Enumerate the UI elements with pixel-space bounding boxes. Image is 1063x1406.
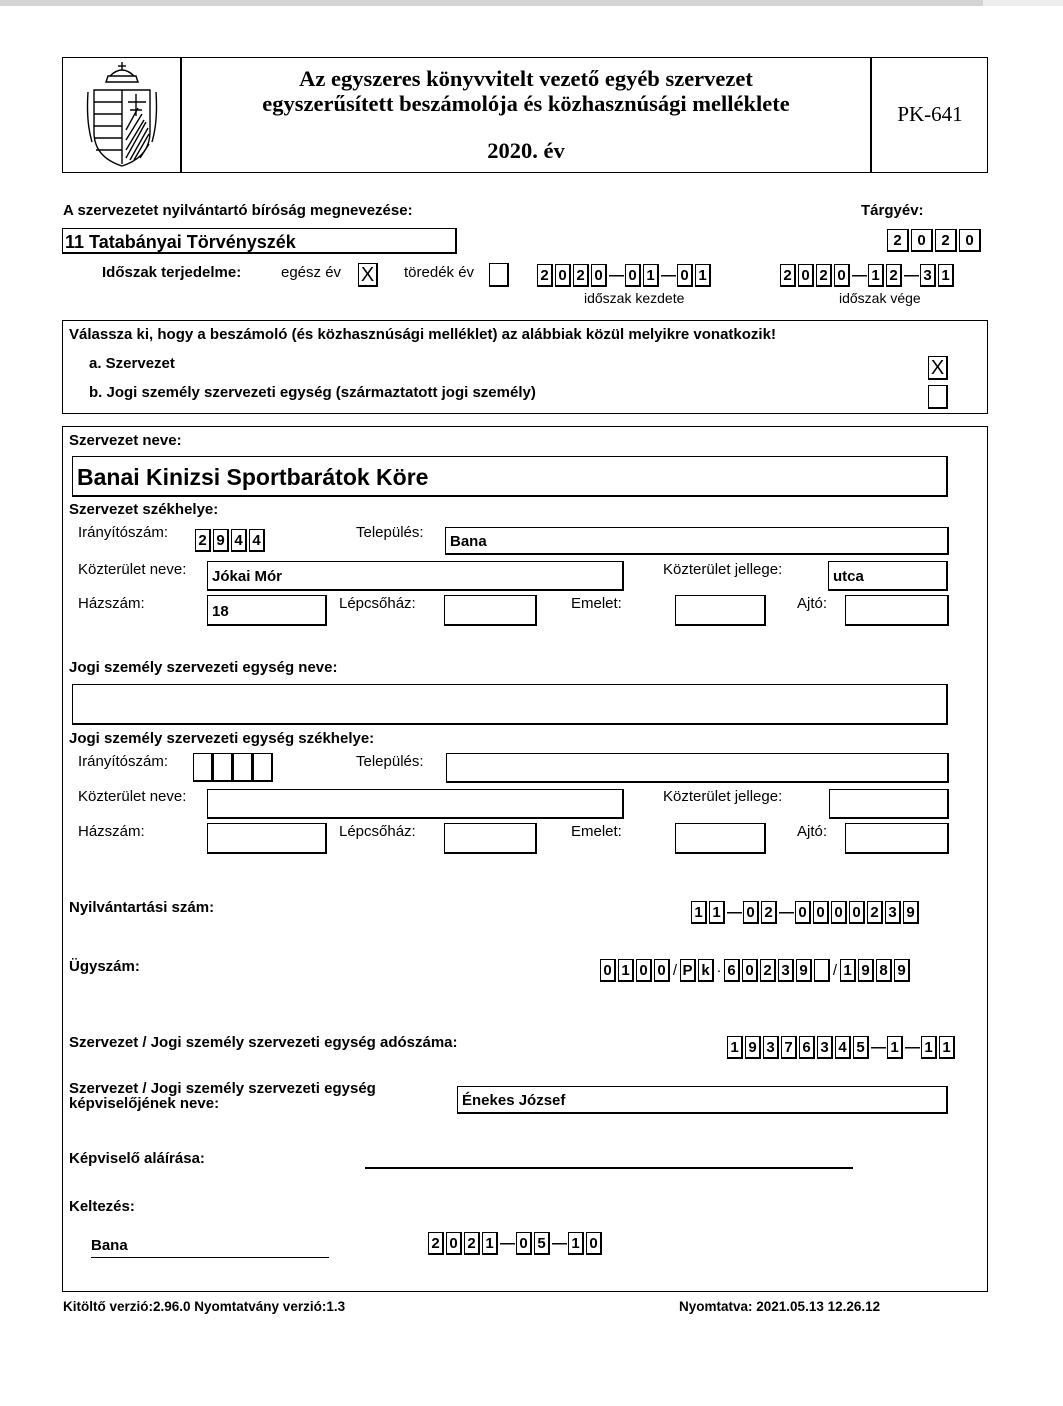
legal-unit-zip-label: Irányítószám: [78, 753, 169, 770]
digit-cell: 0 [654, 959, 670, 982]
legal-unit-seat-label: Jogi személy szervezeti egység székhelye: [69, 730, 375, 747]
digit-cell: 4 [249, 529, 265, 552]
legal-unit-door-field[interactable] [845, 823, 949, 854]
separator-dot: · [716, 962, 722, 979]
org-city-value: Bana [450, 533, 487, 550]
digit-cell [233, 753, 253, 782]
org-floor-label: Emelet: [571, 595, 622, 612]
period-label: Időszak terjedelme: [102, 264, 242, 281]
dated-label: Keltezés: [69, 1198, 135, 1215]
form-title [182, 66, 870, 116]
digit-cell: 9 [858, 959, 874, 982]
period-end-caption: időszak vége [839, 290, 921, 306]
org-stair-field[interactable] [444, 595, 537, 626]
court-field[interactable] [62, 228, 457, 254]
org-house-field[interactable] [207, 595, 327, 626]
dated-place-line [91, 1257, 329, 1258]
legal-unit-stair-label: Lépcsőház: [339, 823, 416, 840]
digit-cell: 2 [816, 264, 832, 287]
legal-unit-street-type-field[interactable] [829, 789, 949, 819]
digit-cell: 0 [849, 901, 865, 924]
whole-year-checkbox[interactable]: X [358, 263, 378, 287]
digit-cell: 5 [853, 1036, 869, 1059]
digit-cell: 8 [876, 959, 892, 982]
separator-dash: — [609, 267, 624, 284]
digit-cell: 7 [781, 1036, 797, 1059]
digit-cell: 1 [691, 901, 707, 924]
legal-unit-street-type-label: Közterület jellege: [663, 788, 783, 805]
separator-dash: — [779, 904, 794, 921]
digit-cell: 9 [903, 901, 919, 924]
digit-cell: 2 [464, 1232, 480, 1255]
digit-cell: 1 [643, 264, 659, 287]
digit-cell: 0 [798, 264, 814, 287]
legal-unit-door-label: Ajtó: [797, 823, 828, 840]
period-end-date[interactable] [780, 264, 956, 287]
digit-cell: 2 [537, 264, 553, 287]
digit-cell: 2 [935, 229, 957, 252]
digit-cell: 2 [867, 901, 883, 924]
org-door-field[interactable] [845, 595, 949, 626]
case-cells[interactable] [600, 959, 912, 982]
digit-cell [193, 753, 213, 782]
court-label: A szervezetet nyilvántartó bíróság megnevezése: [63, 202, 413, 219]
separator-dash: — [661, 267, 676, 284]
representative-name-value: Énekes József [462, 1092, 566, 1109]
form-title-line2: egyszerűsített beszámolója és közhasznúsági melléklete [262, 91, 790, 116]
legal-unit-house-label: Házszám: [78, 823, 145, 840]
option-a-checkbox[interactable]: X [928, 356, 948, 380]
org-house-value: 18 [212, 603, 229, 620]
digit-cell: 0 [795, 901, 811, 924]
digit-cell: 1 [840, 959, 856, 982]
digit-cell: 0 [813, 901, 829, 924]
dated-date-cells[interactable] [428, 1232, 604, 1255]
digit-cell: 0 [600, 959, 616, 982]
tax-cells[interactable] [727, 1036, 957, 1059]
digit-cell: 6 [799, 1036, 815, 1059]
option-a-label: a. Szervezet [89, 355, 175, 372]
digit-cell: 3 [817, 1036, 833, 1059]
org-street-label: Közterület neve: [78, 561, 187, 578]
option-b-checkbox[interactable] [928, 385, 948, 409]
legal-unit-city-field[interactable] [446, 753, 949, 783]
digit-cell: 0 [677, 264, 693, 287]
digit-cell: 6 [724, 959, 740, 982]
separator-slash: / [832, 962, 838, 979]
legal-unit-street-label: Közterület neve: [78, 788, 187, 805]
digit-cell: 3 [778, 959, 794, 982]
whole-year-label: egész év [281, 264, 342, 281]
digit-cell: 9 [745, 1036, 761, 1059]
digit-cell: 0 [834, 264, 850, 287]
org-floor-field[interactable] [675, 595, 766, 626]
form-title-line1: Az egyszeres könyvvitelt vezető egyéb szervezet [299, 66, 753, 91]
legal-unit-floor-field[interactable] [675, 823, 766, 854]
digit-cell: k [698, 959, 714, 982]
digit-cell: 0 [636, 959, 652, 982]
top-scroll-bar [0, 0, 1063, 6]
registration-label: Nyilvántartási szám: [69, 899, 215, 916]
org-house-label: Házszám: [78, 595, 145, 612]
period-start-date[interactable] [537, 264, 713, 287]
digit-cell: 3 [885, 901, 901, 924]
digit-cell: 2 [573, 264, 589, 287]
digit-cell [814, 959, 830, 982]
digit-cell: 0 [959, 229, 981, 252]
org-city-label: Település: [356, 524, 424, 541]
org-stair-label: Lépcsőház: [339, 595, 416, 612]
legal-unit-street-field[interactable] [207, 789, 624, 819]
org-name-value: Banai Kinizsi Sportbarátok Köre [77, 464, 429, 490]
separator-dash: — [500, 1235, 515, 1252]
digit-cell: 2 [761, 901, 777, 924]
digit-cell: 1 [727, 1036, 743, 1059]
digit-cell: 1 [568, 1232, 584, 1255]
digit-cell: 1 [938, 264, 954, 287]
representative-name-field[interactable] [457, 1086, 948, 1114]
digit-cell: 5 [534, 1232, 550, 1255]
digit-cell: 1 [939, 1036, 955, 1059]
org-street-type-field[interactable] [828, 561, 948, 591]
legal-unit-name-field[interactable] [72, 684, 948, 725]
digit-cell [253, 753, 273, 782]
period-start-caption: időszak kezdete [584, 290, 685, 306]
digit-cell: 0 [743, 901, 759, 924]
form-year: 2020. év [487, 138, 565, 163]
legal-unit-floor-label: Emelet: [571, 823, 622, 840]
digit-cell: 2 [195, 529, 211, 552]
org-name-label: Szervezet neve: [69, 432, 182, 449]
org-street-type-value: utca [833, 568, 864, 585]
digit-cell: 2 [886, 264, 902, 287]
signature-label: Képviselő aláírása: [69, 1150, 205, 1167]
registration-cells[interactable] [691, 901, 921, 924]
separator-dash: — [904, 267, 919, 284]
representative-label-line1: Szervezet / Jogi személy szervezeti egység [69, 1080, 376, 1097]
legal-unit-city-label: Település: [356, 753, 424, 770]
org-street-value: Jókai Mór [212, 568, 283, 585]
digit-cell: 4 [231, 529, 247, 552]
digit-cell: 0 [586, 1232, 602, 1255]
org-street-field[interactable] [207, 561, 624, 591]
case-label: Ügyszám: [69, 958, 140, 975]
separator-dash: — [852, 267, 867, 284]
representative-label [69, 1081, 376, 1111]
option-b-label: b. Jogi személy szervezeti egység (származtatott jogi személy) [89, 384, 536, 401]
digit-cell: 2 [428, 1232, 444, 1255]
separator-dash: — [871, 1039, 886, 1056]
digit-cell: 3 [920, 264, 936, 287]
digit-cell: 0 [911, 229, 933, 252]
footer-printed: Nyomtatva: 2021.05.13 12.26.12 [679, 1299, 881, 1314]
footer-versions: Kitöltő verzió:2.96.0 Nyomtatvány verzió:1.3 [63, 1299, 346, 1314]
digit-cell: 0 [446, 1232, 462, 1255]
digit-cell: 9 [894, 959, 910, 982]
digit-cell: 1 [709, 901, 725, 924]
legal-unit-name-label: Jogi személy szervezeti egység neve: [69, 659, 338, 676]
separator-dash: — [905, 1039, 920, 1056]
digit-cell: P [680, 959, 696, 982]
legal-unit-stair-field[interactable] [444, 823, 537, 854]
subject-year-cells[interactable] [887, 229, 983, 252]
digit-cell [213, 753, 233, 782]
digit-cell: 0 [625, 264, 641, 287]
digit-cell: 3 [763, 1036, 779, 1059]
digit-cell: 1 [887, 1036, 903, 1059]
subject-year-label: Tárgyév: [861, 202, 924, 219]
org-street-type-label: Közterület jellege: [663, 561, 783, 578]
digit-cell: 1 [618, 959, 634, 982]
digit-cell: 2 [887, 229, 909, 252]
signature-line[interactable] [365, 1167, 853, 1169]
digit-cell: 2 [760, 959, 776, 982]
digit-cell: 0 [591, 264, 607, 287]
legal-unit-house-field[interactable] [207, 823, 327, 854]
selection-question: Válassza ki, hogy a beszámoló (és közhasznúsági melléklet) az alábbiak közül melyikre vonatkozik! [69, 326, 776, 343]
tax-label: Szervezet / Jogi személy szervezeti egység adószáma: [69, 1034, 458, 1051]
digit-cell: 9 [796, 959, 812, 982]
digit-cell: 1 [868, 264, 884, 287]
digit-cell: 1 [695, 264, 711, 287]
digit-cell: 0 [831, 901, 847, 924]
digit-cell: 0 [555, 264, 571, 287]
org-name-field[interactable] [72, 456, 948, 497]
digit-cell: 4 [835, 1036, 851, 1059]
digit-cell: 1 [921, 1036, 937, 1059]
separator-dash: — [552, 1235, 567, 1252]
representative-label-line2: képviselőjének neve: [69, 1095, 220, 1112]
separator-dash: — [727, 904, 742, 921]
digit-cell: 1 [482, 1232, 498, 1255]
court-value: 11 Tatabányai Törvényszék [65, 232, 296, 252]
partial-year-label: töredék év [404, 264, 475, 281]
org-zip-cells[interactable] [195, 529, 267, 552]
org-zip-label: Irányítószám: [78, 524, 169, 541]
digit-cell: 0 [516, 1232, 532, 1255]
partial-year-checkbox[interactable] [489, 263, 509, 287]
dated-place: Bana [91, 1237, 128, 1254]
org-door-label: Ajtó: [797, 595, 828, 612]
form-code: PK-641 [897, 102, 963, 126]
digit-cell: 2 [780, 264, 796, 287]
digit-cell: 0 [742, 959, 758, 982]
separator-slash: / [672, 962, 678, 979]
digit-cell: 9 [213, 529, 229, 552]
org-city-field[interactable] [445, 527, 949, 555]
org-seat-label: Szervezet székhelye: [69, 501, 219, 518]
coat-of-arms-logo [82, 62, 162, 168]
legal-unit-zip-cells[interactable] [193, 753, 275, 782]
